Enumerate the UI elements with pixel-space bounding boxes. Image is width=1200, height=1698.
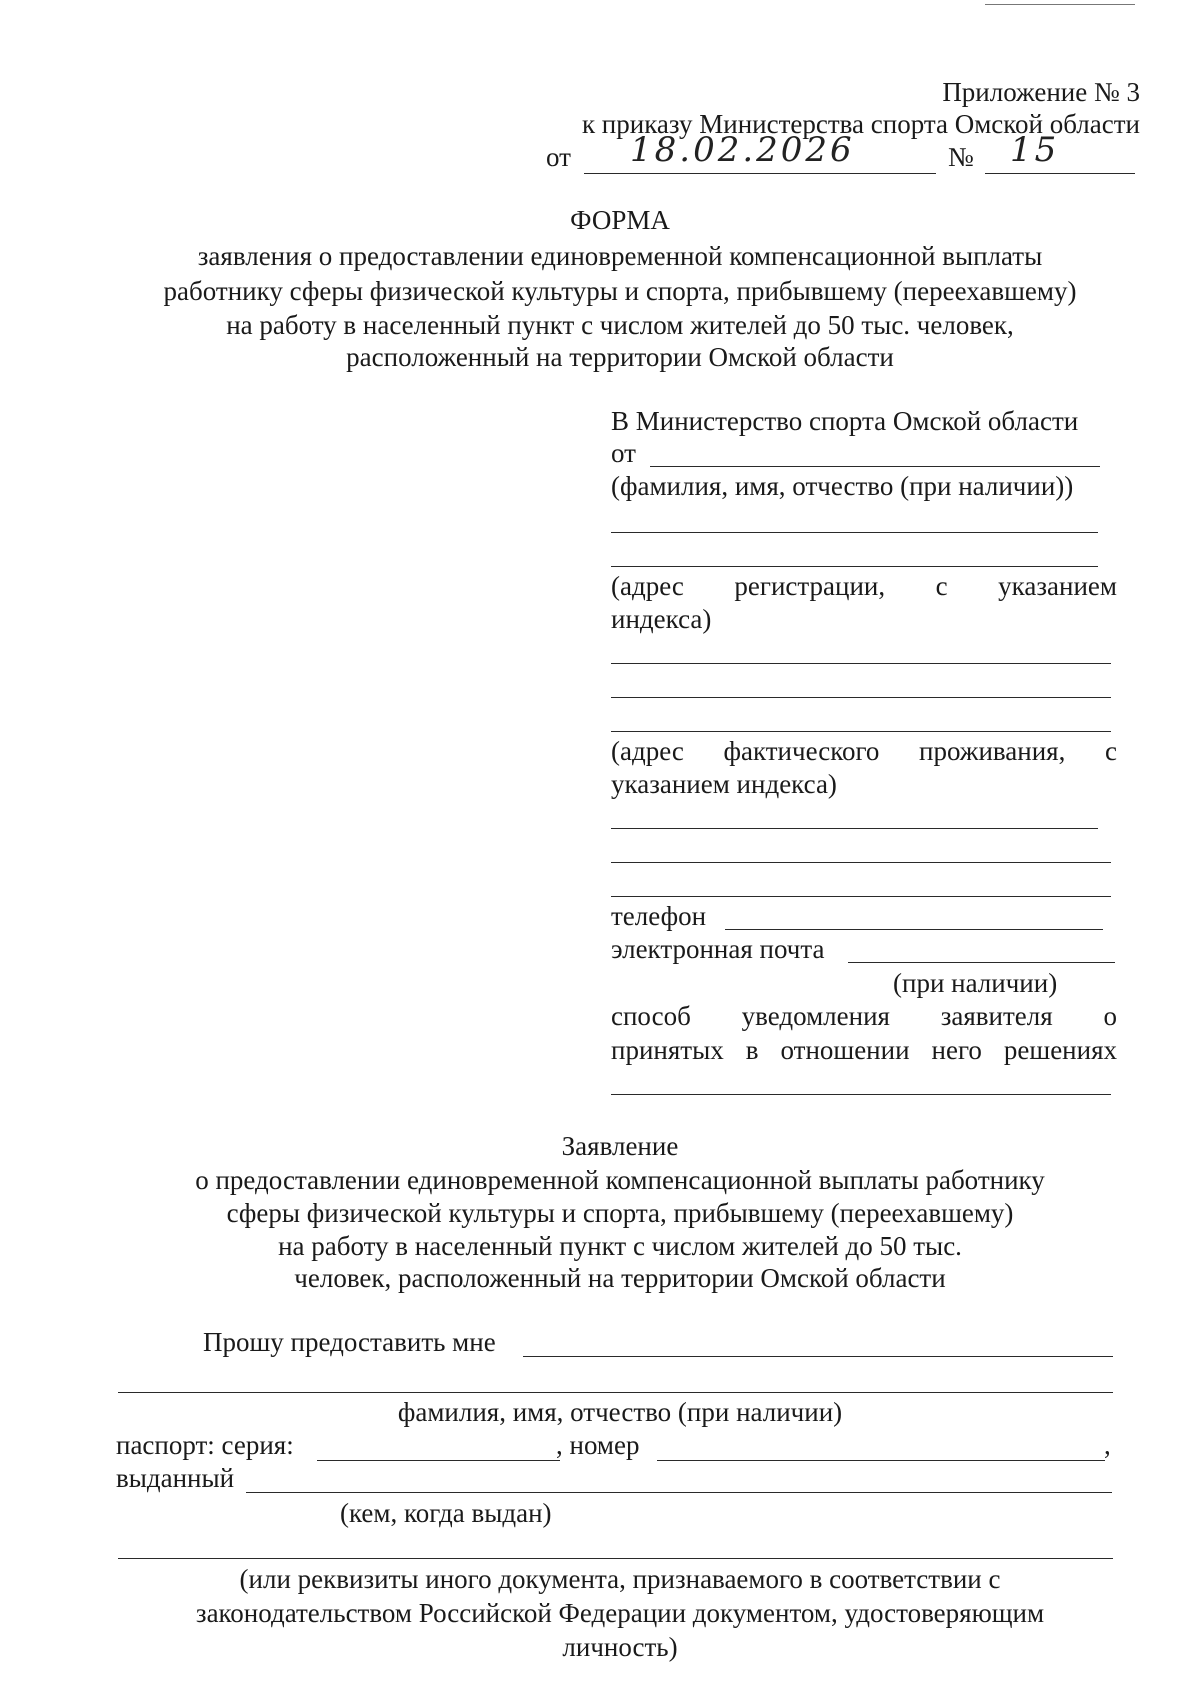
date-underline xyxy=(584,173,936,174)
email-hint: (при наличии) xyxy=(893,968,1058,998)
addressee-to: В Министерство спорта Омской области xyxy=(611,406,1079,436)
handwritten-number: 15 xyxy=(1010,130,1060,170)
appendix-number: Приложение № 3 xyxy=(942,77,1140,107)
passport-number-line xyxy=(657,1460,1105,1461)
registration-address-line-2 xyxy=(611,566,1098,567)
actual-address-hint-1: (адрес фактического проживания, с xyxy=(611,736,1117,766)
registration-hint-2: индекса) xyxy=(611,604,712,634)
passport-comma: , xyxy=(1104,1430,1111,1460)
passport-series-line xyxy=(317,1460,560,1461)
scan-top-rule xyxy=(985,4,1135,5)
phone-label: телефон xyxy=(611,901,707,931)
issued-hint: (кем, когда выдан) xyxy=(340,1498,552,1528)
notify-method-1: способ уведомления заявителя о xyxy=(611,1001,1117,1031)
statement-line-1: о предоставлении единовременной компенсационной выплаты работнику xyxy=(195,1165,1045,1195)
statement-line-3: на работу в населенный пункт с числом жителей до 50 тыс. xyxy=(278,1231,962,1261)
fio-hint: (фамилия, имя, отчество (при наличии)) xyxy=(611,471,1074,501)
registration-hint-1: (адрес регистрации, с указанием xyxy=(611,571,1117,601)
number-underline xyxy=(985,173,1135,174)
contact-line-3 xyxy=(611,896,1111,897)
form-title-line-2: работнику сферы физической культуры и спорта, прибывшему (переехавшему) xyxy=(163,276,1077,306)
phone-line xyxy=(725,929,1103,930)
statement-heading: Заявление xyxy=(561,1131,679,1161)
passport-number-label: , номер xyxy=(556,1430,640,1460)
issued-line xyxy=(246,1492,1112,1493)
contact-line-2 xyxy=(611,862,1111,863)
actual-address-line-1 xyxy=(611,663,1111,664)
document-details-line xyxy=(118,1558,1113,1559)
number-label: № xyxy=(948,142,974,172)
statement-line-4: человек, расположенный на территории Омской области xyxy=(294,1263,946,1293)
actual-address-line-2 xyxy=(611,697,1111,698)
fio-line xyxy=(118,1392,1113,1393)
notify-method-line xyxy=(611,1094,1111,1095)
form-title-line-1: заявления о предоставлении единовременной компенсационной выплаты xyxy=(197,241,1043,271)
form-title-line-4: расположенный на территории Омской области xyxy=(346,342,894,372)
handwritten-date: 18.02.2026 xyxy=(630,130,855,170)
applicant-name-line xyxy=(650,466,1100,467)
registration-address-line-1 xyxy=(611,532,1098,533)
email-line xyxy=(848,962,1115,963)
form-heading: ФОРМА xyxy=(570,205,670,235)
passport-series-label: паспорт: серия: xyxy=(116,1430,294,1460)
from-label: от xyxy=(546,142,571,172)
notify-method-2: принятых в отношении него решениях xyxy=(611,1035,1117,1065)
request-line xyxy=(523,1356,1113,1357)
document-hint-3: личность) xyxy=(562,1632,678,1662)
document-hint-2: законодательством Российской Федерации документом, удостоверяющим xyxy=(195,1598,1045,1628)
document-hint-1: (или реквизиты иного документа, признаваемого в соответствии с xyxy=(239,1564,1001,1594)
email-label: электронная почта xyxy=(611,934,825,964)
order-reference: к приказу Министерства спорта Омской области xyxy=(581,109,1140,139)
request-text: Прошу предоставить мне xyxy=(203,1327,496,1357)
actual-address-hint-2: указанием индекса) xyxy=(611,769,837,799)
addressee-from-label: от xyxy=(611,438,636,468)
issued-label: выданный xyxy=(116,1463,235,1493)
statement-line-2: сферы физической культуры и спорта, прибывшему (переехавшему) xyxy=(226,1198,1014,1228)
form-title-line-3: на работу в населенный пункт с числом жителей до 50 тыс. человек, xyxy=(226,310,1014,340)
actual-address-line-3 xyxy=(611,731,1111,732)
contact-line-1 xyxy=(611,828,1098,829)
body-fio-hint: фамилия, имя, отчество (при наличии) xyxy=(397,1397,843,1427)
